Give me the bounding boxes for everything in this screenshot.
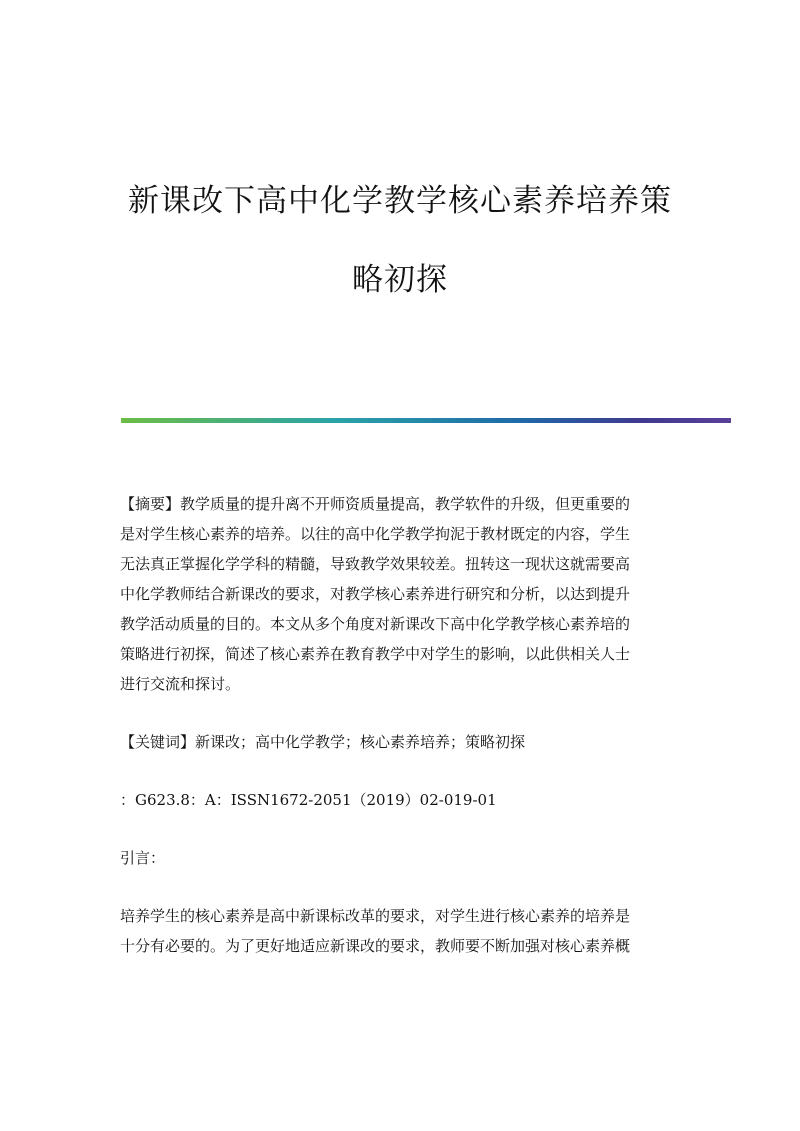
title-divider: [121, 418, 731, 423]
document-body: [120, 489, 680, 961]
document-title: [100, 183, 700, 298]
title-line-2: 略初探: [352, 262, 448, 298]
abstract-line: 是对学生核心素养的培养。以往的高中化学教学拘泥于教材既定的内容，学生: [120, 525, 631, 543]
classification-paragraph: [120, 785, 680, 815]
intro-line: 十分有必要的。为了更好地适应新课改的要求，教师要不断加强对核心素养概: [120, 937, 631, 955]
intro-paragraph: [120, 901, 680, 961]
intro-heading-text: 引言：: [120, 849, 166, 867]
abstract-line: 中化学教师结合新课改的要求，对教学核心素养进行研究和分析，以达到提升: [120, 585, 631, 603]
keywords-line: 【关键词】新课改；高中化学教学；核心素养培养；策略初探: [120, 733, 526, 751]
abstract-line: 进行交流和探讨。: [120, 675, 241, 693]
intro-line: 培养学生的核心素养是高中新课标改革的要求，对学生进行核心素养的培养是: [120, 907, 631, 925]
abstract-line: 无法真正掌握化学学科的精髓，导致教学效果较差。扭转这一现状这就需要高: [120, 555, 631, 573]
abstract-line: 【摘要】教学质量的提升离不开师资质量提高，教学软件的升级，但更重要的: [120, 495, 631, 513]
abstract-line: 策略进行初探，简述了核心素养在教育教学中对学生的影响，以此供相关人士: [120, 645, 631, 663]
abstract-paragraph: [120, 489, 680, 699]
classification-line: ：G623.8：A：ISSN1672-2051（2019）02-019-01: [120, 791, 497, 809]
abstract-line: 教学活动质量的目的。本文从多个角度对新课改下高中化学教学核心素养培的: [120, 615, 631, 633]
title-line-1: 新课改下高中化学教学核心素养培养策: [128, 183, 672, 219]
keywords-paragraph: [120, 727, 680, 757]
intro-heading: [120, 843, 680, 873]
